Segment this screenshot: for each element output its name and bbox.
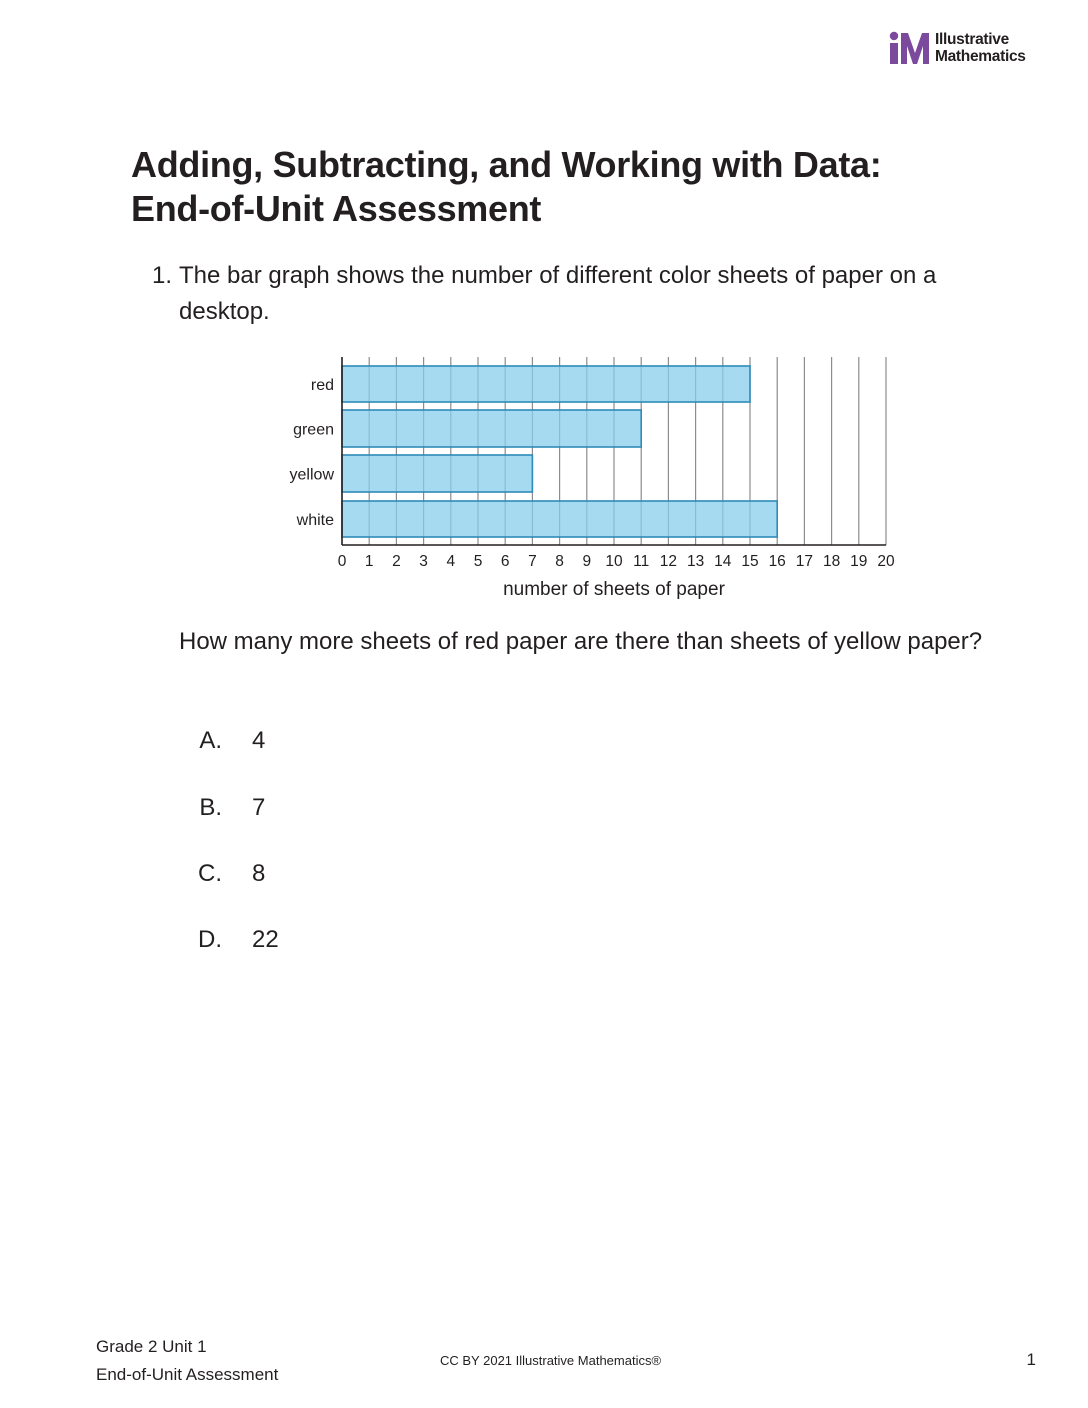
- choice-value: 4: [252, 727, 266, 754]
- choice-value: 7: [252, 794, 266, 821]
- x-tick-label: 5: [473, 553, 483, 570]
- x-tick-label: 11: [633, 553, 650, 570]
- choice-letter: C.: [198, 860, 222, 887]
- choice-letter: B.: [199, 794, 222, 821]
- choice-letter: D.: [198, 926, 222, 953]
- x-tick-label: 7: [528, 553, 537, 570]
- x-tick-label: 19: [850, 553, 868, 570]
- x-tick-label: 16: [768, 553, 786, 570]
- category-label: green: [293, 421, 334, 439]
- x-tick-label: 18: [822, 553, 841, 570]
- bar-red: [342, 366, 750, 402]
- x-tick-label: 2: [392, 553, 401, 570]
- x-tick-label: 12: [659, 553, 678, 570]
- title-line1: Adding, Subtracting, and Working with Data:: [131, 144, 882, 185]
- bar-white: [342, 501, 777, 537]
- bar-yellow: [342, 455, 532, 492]
- x-tick-label: 20: [877, 553, 895, 570]
- im-logo-icon: [889, 31, 931, 65]
- x-tick-label: 6: [500, 553, 510, 570]
- page-title: [131, 143, 1031, 231]
- category-label: white: [296, 512, 334, 529]
- question-followup: How many more sheets of red paper are there than sheets of yellow paper?: [179, 628, 983, 655]
- x-tick-label: 3: [419, 553, 428, 570]
- x-tick-label: 14: [714, 553, 732, 570]
- brand-name-line1: Illustrative: [935, 31, 1009, 48]
- x-tick-label: 17: [795, 553, 814, 570]
- x-tick-label: 10: [605, 553, 623, 570]
- x-tick-label: 8: [555, 553, 564, 570]
- choice-value: 8: [252, 860, 266, 887]
- bar-graph: [270, 345, 910, 607]
- title-line2: End-of-Unit Assessment: [131, 188, 542, 229]
- question-text: The bar graph shows the number of different color sheets of paper on a desktop.: [179, 262, 937, 325]
- x-axis-label: number of sheets of paper: [503, 579, 725, 600]
- choice-letter: A.: [199, 727, 222, 754]
- footer-copyright: CC BY 2021 Illustrative Mathematics®: [440, 1353, 662, 1368]
- bar-green: [342, 410, 641, 447]
- x-tick-label: 13: [686, 553, 705, 570]
- brand-name-line2: Mathematics: [935, 48, 1026, 65]
- x-tick-label: 9: [582, 553, 592, 570]
- page-number: 1: [1026, 1350, 1036, 1369]
- choice-value: 22: [252, 926, 279, 953]
- category-label: red: [310, 377, 334, 394]
- footer-subtitle: End-of-Unit Assessment: [96, 1365, 279, 1384]
- footer-grade: Grade 2 Unit 1: [96, 1337, 207, 1356]
- x-tick-label: 0: [337, 553, 347, 570]
- x-tick-label: 1: [364, 553, 374, 570]
- x-tick-label: 4: [446, 553, 456, 570]
- question-number: 1.: [152, 262, 173, 289]
- category-label: yellow: [289, 466, 334, 484]
- x-tick-label: 15: [741, 553, 759, 570]
